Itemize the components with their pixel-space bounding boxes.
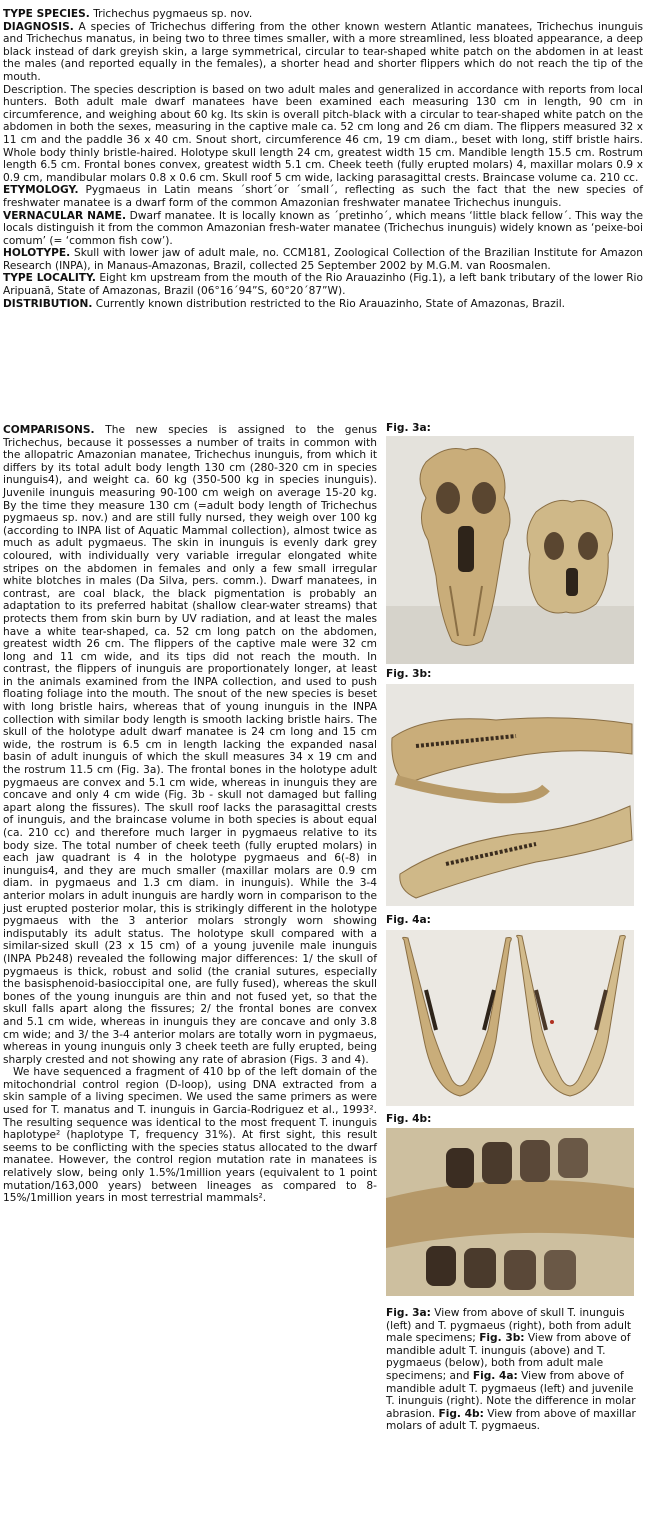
distribution-text: Currently known distribution restricted to the Rio Arauazinho, State of Amazonas, Brazil. (92, 297, 566, 310)
fig3b-photo (386, 684, 634, 906)
etymology-paragraph (3, 184, 643, 209)
comparisons-label: COMPARISONS. (3, 424, 95, 436)
figure-caption (386, 1307, 638, 1433)
caption-fig3a-text: View from above of skull T. inunguis (left) and T. pygmaeus (right), both from adult male specimens; (386, 1307, 632, 1345)
type-locality-paragraph (3, 272, 643, 297)
comparisons-paragraph (3, 424, 377, 1066)
fig4a-photo (386, 930, 634, 1106)
type-species-label: TYPE SPECIES. (3, 8, 90, 20)
fig4b-photo (386, 1128, 634, 1296)
holotype-text: Skull with lower jaw of adult male, no. CCM181, Zoological Collection of the Brazilian Institute for Amazon Research (INPA), in Manaus-Amazonas, Brazil, collected 25 September 2002 by M.G.M. van Roosmalen. (3, 247, 643, 272)
diagnosis-paragraph (3, 21, 643, 84)
fig3b-label: Fig. 3b: (386, 668, 432, 680)
caption-fig3b-label: Fig. 3b: (479, 1332, 525, 1345)
distribution-paragraph (3, 298, 643, 311)
caption-fig4a-label: Fig. 4a: (472, 1369, 518, 1382)
holotype-label: HOLOTYPE. (3, 247, 71, 260)
comparisons-text: The new species is assigned to the genus Trichechus, because it possesses a number of traits in common with the allopatric Amazonian manatee, Trichechus inunguis, from which it differs by its total adult body length 130 cm (280-320 cm in species inunguis4), and weight ca. 60 kg (350-500 kg in species inunguis). Juvenile inunguis measuring 90-100 cm weigh on average 15-20 kg. By the time they measure 130 cm (=adult body length of Trichechus pygmaeus sp. nov.) and are still fully nursed, they weigh over 100 kg (according to INPA list of Aquatic Mammal collection), almost twice as much as adult pygmaeus. The skin in inunguis is evenly dark grey coloured, with individually very variable irregular elongated white stripes on the abdomen in females and only a few small irregular white blotches in males (Da Silva, pers. comm.). Dwarf manatees, in contrast, are coal black, the black pigmentation is probably an adaptation to its preferred habitat (shallow clear-water streams) that protects them from skin burn by UV radiation, and at least the males have a white tear-shaped, ca. 52 cm long patch on the abdomen, greatest width 26 cm. The flippers of the captive male were 32 cm long and 11 cm wide, and its tips did not reach the mouth. In contrast, the flippers of inunguis are proportionately longer, at least in the animals examined from the INPA collection, and used to push floating foliage into the mouth. The snout of the new species is beset with long bristle hairs, whereas that of young inunguis in the INPA collection with similar body length is smooth lacking bristle hairs. The skull of the holotype adult dwarf manatee is 24 cm long and 15 cm wide, the rostrum is 6.5 cm in length lacking the expanded nasal basin of adult inunguis of which the skull measures 34 x 19 cm and the rostrum 11.5 cm (Fig. 3a). The frontal bones in the holotype adult pygmaeus are convex and 5.1 cm wide, whereas in inunguis they are concave and only 4 cm wide (Fig. 3b - skull not damaged but falling apart along the fissures). The skull roof lacks the parasagittal crests of inunguis, and the braincase volume in both species is about equal (ca. 210 cc) and therefore much larger in pygmaeus relative to its body size. The total number of cheek teeth (fully erupted molars) in each jaw quadrant is 4 in the holotype pygmaeus and 6(-8) in inunguis4, and they are much smaller (maxillar molars are 0.9 cm diam. in pygmaeus and 1.3 cm diam. in inunguis). While the 3-4 anterior molars in adult inunguis are hardly worn in comparison to the just erupted posterior molar, this is strikingly different in the holotype pygmaeus with the 3 anterior molars strongly worn showing indisputably its adult status. The holotype skull compared with a similar-sized skull (23 x 15 cm) of a young juvenile male inunguis (INPA Pb248) revealed the following major differences: 1/ the skull of pygmaeus is thick, robust and solid (the cranial sutures, especially the basisphenoid-basioccipital one, are fully fused), whereas the skull bones of the young inunguis are thin and not fused yet, so that the skull falls apart along the fissures; 2/ the frontal bones are convex and 5.1 cm wide, whereas in inunguis they are concave and only 3.8 cm wide; and 3/ the 3-4 anterior molars are totally worn in pygmaeus, whereas in young inunguis only 3 cheek teeth are fully erupted, being sharply crested and not showing any rate of abrasion (Figs. 3 and 4). (3, 424, 377, 1066)
etymology-label: ETYMOLOGY. (3, 184, 79, 197)
type-species-text: Trichechus pygmaeus sp. nov. (89, 8, 253, 20)
comparisons-column (3, 424, 377, 1205)
species-header-block (3, 8, 643, 310)
vernacular-paragraph (3, 210, 643, 248)
type-locality-text: Eight km upstream from the mouth of the Rio Arauazinho (Fig.1), a left bank tributary of the lower Rio Aripuanã, State of Amazonas, Brazil (06°16´94”S, 60°20´87”W). (3, 272, 643, 298)
distribution-label: DISTRIBUTION. (3, 297, 93, 310)
diagnosis-text: A species of Trichechus differing from the other known western Atlantic manatees, Trichechus inunguis and Trichechus manatus, in being two to three times smaller, with a more streamlined, less bloated appearance, a deep black instead of dark greyish skin, a large symmetrical, circular to tear-shaped white patch on the abdomen in at least the males (and reported equally in the females), a shorter head and shorter flippers which do not reach the tip of the mouth. (3, 20, 643, 83)
vernacular-text: Dwarf manatee. It is locally known as ´pretinho´, which means ‘little black fellow´. This way the locals distinguish it from the common Amazonian fresh-water manatee (Trichechus inunguis) widely known as ‘peixe-boi comum’ (= ‘common fish cow’). (3, 209, 643, 247)
etymology-text: Pygmaeus in Latin means ´short´or ´small´, reflecting as such the fact that the new species of freshwater manatee is a dwarf form of the common Amazonian freshwater manatee Trichechus inunguis. (3, 184, 643, 209)
description-paragraph: Description. The species description is based on two adult males and generalized in accordance with reports from local hunters. Both adult male dwarf manatees have been examined each measuring 130 cm in length, 90 cm in circumference, and weighing about 60 kg. Its skin is overall pitch-black with a circular to tear-shaped white patch on the abdomen in both the sexes, measuring in the captive male ca. 52 cm long and 26 cm diam. The flippers measured 32 x 11 cm and the paddle 36 x 40 cm. Snout short, circumference 46 cm, 19 cm diam., beset with long, stiff bristle hairs. Whole body thinly bristle-haired. Holotype skull length 24 cm, greatest width 15 cm. Mandible length 15.5 cm. Rostrum length 6.5 cm. Frontal bones convex, greatest width 5.1 cm. Cheek teeth (fully erupted molars) 4, maxillar molars 0.9 x 0.9 cm, mandibular molars 0.8 x 0.6 cm. Skull roof 5 cm wide, lacking parasagittal crests. Braincase volume ca. 210 cc. (3, 83, 643, 184)
fig3a-photo (386, 436, 634, 664)
fig4a-label: Fig. 4a: (386, 914, 431, 926)
caption-fig4b-text: View from above of maxillar molars of adult T. pygmaeus. (386, 1407, 636, 1433)
type-locality-label: TYPE LOCALITY. (3, 272, 96, 285)
fig4b-label: Fig. 4b: (386, 1113, 432, 1125)
caption-fig3a-label: Fig. 3a: (386, 1307, 431, 1319)
type-species-paragraph (3, 8, 643, 21)
holotype-paragraph (3, 247, 643, 272)
diagnosis-label: DIAGNOSIS. (3, 20, 74, 33)
caption-fig4a-text: View from above of mandible adult T. pygmaeus (left) and juvenile T. inunguis (right). Note the difference in molar abrasion. (386, 1369, 636, 1420)
fig3a-label: Fig. 3a: (386, 422, 431, 434)
caption-fig4b-label: Fig. 4b: (438, 1407, 484, 1420)
caption-fig3b-text: View from above of mandible adult T. inunguis (above) and T. pygmaeus (below), both from adult male specimens; and (386, 1332, 631, 1382)
pygmaeus-skull-image (527, 500, 612, 613)
vernacular-label: VERNACULAR NAME. (3, 209, 126, 222)
dna-paragraph: We have sequenced a fragment of 410 bp of the left domain of the mitochondrial control region (D-loop), using DNA extracted from a skin sample of a living specimen. We used the same primers as were used for T. manatus and T. inunguis in Garcia-Rodriguez et al., 1993². The resulting sequence was identical to the most frequent T. inunguis haplotype² (haplotype T, frequency 31%). At first sight, this result seems to be conflicting with the species status allocated to the dwarf manatee. However, the control region mutation rate in manatees is relatively slow, being only 1.5%/1million years (equivalent to 1 point mutation/163,000 years) between lineages as compared to 8-15%/1million years in most terrestrial mammals². (3, 1066, 377, 1205)
